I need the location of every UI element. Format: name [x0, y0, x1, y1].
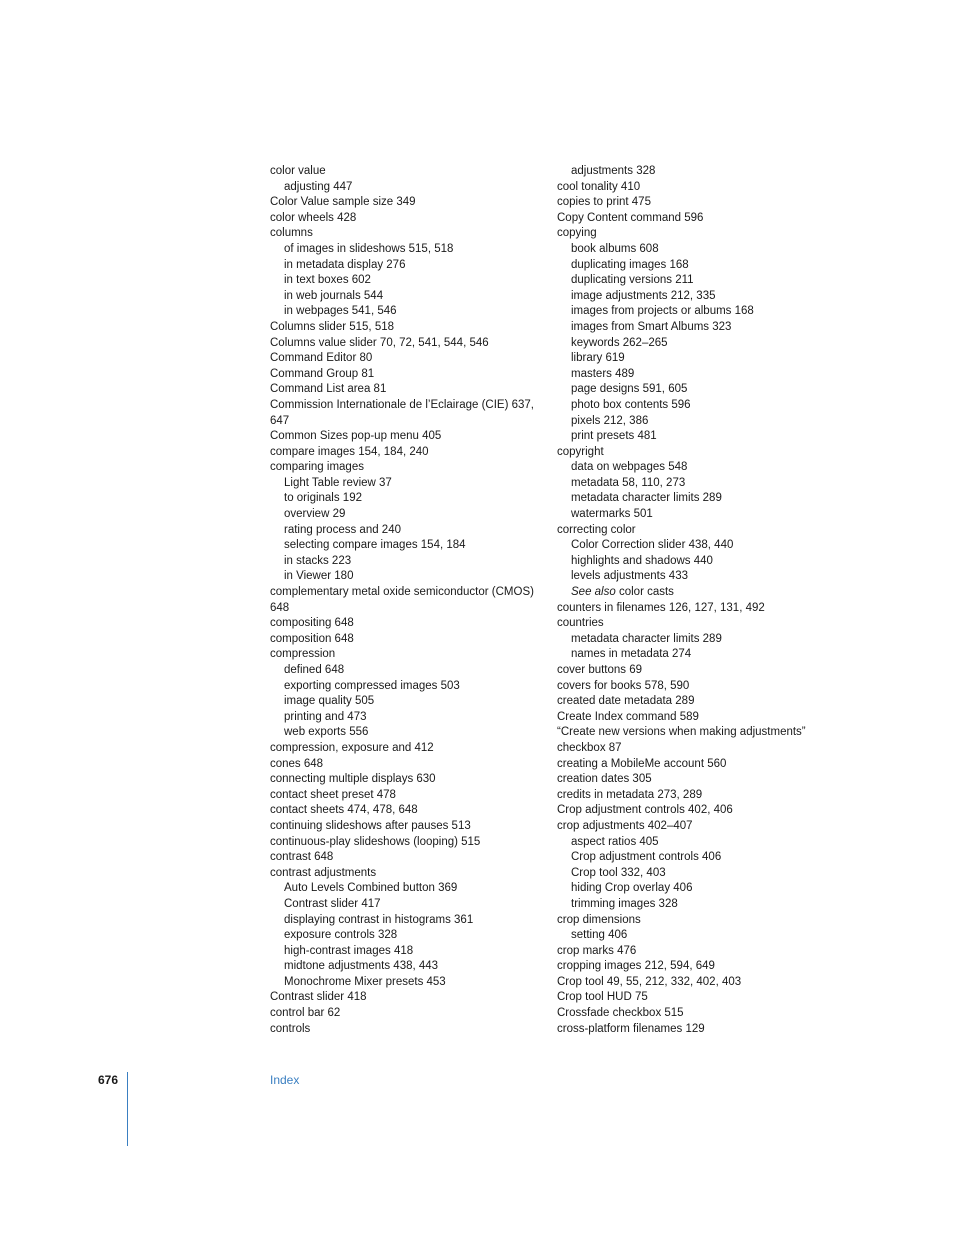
index-subentry: setting 406 — [571, 929, 628, 942]
index-subentry: Crop adjustment controls 406 — [571, 851, 722, 864]
index-entry: Crop tool HUD 75 — [557, 991, 648, 1004]
index-subentry: Monochrome Mixer presets 453 — [284, 975, 446, 988]
index-subentry: levels adjustments 433 — [571, 570, 688, 583]
index-entry: color value — [270, 165, 326, 177]
index-subentry: high-contrast images 418 — [284, 944, 414, 957]
index-subentry: images from projects or albums 168 — [571, 305, 754, 318]
index-entry: creation dates 305 — [557, 773, 652, 786]
index-subentry: library 619 — [571, 352, 625, 365]
index-subentry: image adjustments 212, 335 — [571, 289, 716, 302]
index-subentry: in webpages 541, 546 — [284, 305, 397, 318]
index-subentry: displaying contrast in histograms 361 — [284, 913, 474, 926]
index-entry: controls — [270, 1022, 311, 1035]
index-entry: cover buttons 69 — [557, 664, 643, 676]
index-entry: control bar 62 — [270, 1007, 341, 1020]
index-column-right — [557, 164, 847, 1037]
index-entry: complementary metal oxide semiconductor (CMOS) 648 — [270, 586, 534, 614]
index-subentry: to originals 192 — [284, 492, 362, 505]
index-subentry: book albums 608 — [571, 242, 659, 255]
index-subentry: print presets 481 — [571, 430, 657, 443]
index-entry: cool tonality 410 — [557, 180, 641, 193]
index-entry: created date metadata 289 — [557, 695, 695, 708]
index-entry: Crop tool 49, 55, 212, 332, 402, 403 — [557, 975, 742, 988]
index-subentry: masters 489 — [571, 367, 635, 380]
index-entry: color wheels 428 — [270, 211, 357, 224]
index-subentry: images from Smart Albums 323 — [571, 320, 732, 333]
index-subentry: web exports 556 — [284, 726, 369, 739]
index-entry: Crop adjustment controls 402, 406 — [557, 804, 733, 817]
index-subentry: data on webpages 548 — [571, 461, 688, 474]
index-entry: Copy Content command 596 — [557, 211, 704, 224]
index-subentry: selecting compare images 154, 184 — [284, 539, 466, 552]
index-entry: crop adjustments 402–407 — [557, 819, 693, 832]
index-entry: copying — [557, 227, 597, 240]
index-entry: cropping images 212, 594, 649 — [557, 960, 715, 973]
index-subentry: Crop tool 332, 403 — [571, 866, 666, 879]
index-entry: Crossfade checkbox 515 — [557, 1007, 684, 1020]
index-subentry: Light Table review 37 — [284, 476, 392, 489]
index-entry: Contrast slider 418 — [270, 991, 367, 1004]
index-entry: Command List area 81 — [270, 383, 387, 396]
index-entry: “Create new versions when making adjustments” checkbox 87 — [557, 726, 806, 754]
index-subentry: photo box contents 596 — [571, 398, 691, 411]
index-entry: covers for books 578, 590 — [557, 679, 690, 692]
index-subentry: in stacks 223 — [284, 554, 352, 567]
index-subentry: adjusting 447 — [284, 180, 353, 193]
index-entry: compositing 648 — [270, 617, 354, 630]
index-entry: contrast 648 — [270, 851, 334, 864]
index-subentry: Color Correction slider 438, 440 — [571, 539, 734, 552]
index-subentry: overview 29 — [284, 508, 346, 521]
index-entry: composition 648 — [270, 632, 354, 645]
index-entry: Columns slider 515, 518 — [270, 320, 395, 333]
index-subentry: metadata character limits 289 — [571, 492, 722, 505]
index-entry: Commission Internationale de l’Eclairage (CIE) 637, 647 — [270, 398, 534, 427]
index-column-left — [270, 164, 545, 1037]
index-entry: Command Editor 80 — [270, 352, 373, 365]
index-subentry: exporting compressed images 503 — [284, 679, 460, 692]
index-subentry: midtone adjustments 438, 443 — [284, 960, 439, 973]
index-entry: correcting color — [557, 523, 636, 536]
index-subentry: duplicating images 168 — [571, 258, 689, 271]
index-subentry: highlights and shadows 440 — [571, 554, 713, 567]
index-entry: connecting multiple displays 630 — [270, 773, 436, 786]
index-subentry: exposure controls 328 — [284, 929, 398, 942]
index-entry: copyright — [557, 445, 604, 458]
index-entry: contact sheets 474, 478, 648 — [270, 804, 418, 817]
index-entry: compression — [270, 648, 336, 661]
index-entry: crop marks 476 — [557, 944, 637, 957]
index-subentry: Contrast slider 417 — [284, 897, 381, 910]
see-also-label: See also — [571, 586, 616, 599]
index-subentry: in Viewer 180 — [284, 570, 354, 583]
index-entry: compare images 154, 184, 240 — [270, 445, 429, 458]
index-entry: compression, exposure and 412 — [270, 741, 434, 754]
footer-divider — [127, 1072, 128, 1146]
index-entry: credits in metadata 273, 289 — [557, 788, 703, 801]
index-entry: contact sheet preset 478 — [270, 788, 396, 801]
index-entry: creating a MobileMe account 560 — [557, 757, 727, 770]
index-subentry: in metadata display 276 — [284, 258, 406, 271]
index-entry: Columns value slider 70, 72, 541, 544, 546 — [270, 336, 489, 349]
index-entry: Color Value sample size 349 — [270, 196, 416, 209]
section-label: Index — [270, 1073, 300, 1087]
page-number: 676 — [98, 1073, 119, 1087]
index-subentry: duplicating versions 211 — [571, 274, 694, 287]
index-entry: Common Sizes pop-up menu 405 — [270, 430, 442, 443]
index-subentry: names in metadata 274 — [571, 648, 692, 661]
index-entry: columns — [270, 227, 313, 240]
index-subentry: in text boxes 602 — [284, 274, 371, 287]
index-entry: countries — [557, 617, 604, 630]
index-subentry: hiding Crop overlay 406 — [571, 882, 693, 895]
index-entry: continuous-play slideshows (looping) 515 — [270, 835, 481, 848]
index-subentry: Auto Levels Combined button 369 — [284, 882, 458, 895]
index-entry: counters in filenames 126, 127, 131, 492 — [557, 601, 765, 614]
index-subentry: trimming images 328 — [571, 897, 678, 910]
index-subentry: in web journals 544 — [284, 289, 384, 302]
index-entry: cross-platform filenames 129 — [557, 1022, 705, 1035]
index-subentry: printing and 473 — [284, 710, 367, 723]
index-subentry: of images in slideshows 515, 518 — [284, 242, 454, 255]
index-entry: crop dimensions — [557, 913, 641, 926]
index-subentry — [557, 585, 847, 601]
index-entry: comparing images — [270, 461, 364, 474]
index-entry: Command Group 81 — [270, 367, 375, 380]
index-subentry: defined 648 — [284, 664, 345, 676]
index-subentry: aspect ratios 405 — [571, 835, 659, 848]
index-subentry: watermarks 501 — [571, 508, 653, 521]
index-entry: contrast adjustments — [270, 866, 377, 879]
index-subentry: keywords 262–265 — [571, 336, 668, 349]
index-subentry: metadata character limits 289 — [571, 632, 722, 645]
index-subentry: metadata 58, 110, 273 — [571, 476, 686, 489]
index-entry: copies to print 475 — [557, 196, 651, 209]
index-entry: continuing slideshows after pauses 513 — [270, 819, 471, 832]
index-subentry: pixels 212, 386 — [571, 414, 649, 427]
index-entry: Create Index command 589 — [557, 710, 699, 723]
index-subentry: adjustments 328 — [571, 165, 656, 177]
index-subentry: rating process and 240 — [284, 523, 401, 536]
index-entry-text: color casts — [618, 586, 674, 599]
index-subentry: page designs 591, 605 — [571, 383, 688, 396]
index-subentry: image quality 505 — [284, 695, 375, 708]
index-entry: cones 648 — [270, 757, 324, 770]
